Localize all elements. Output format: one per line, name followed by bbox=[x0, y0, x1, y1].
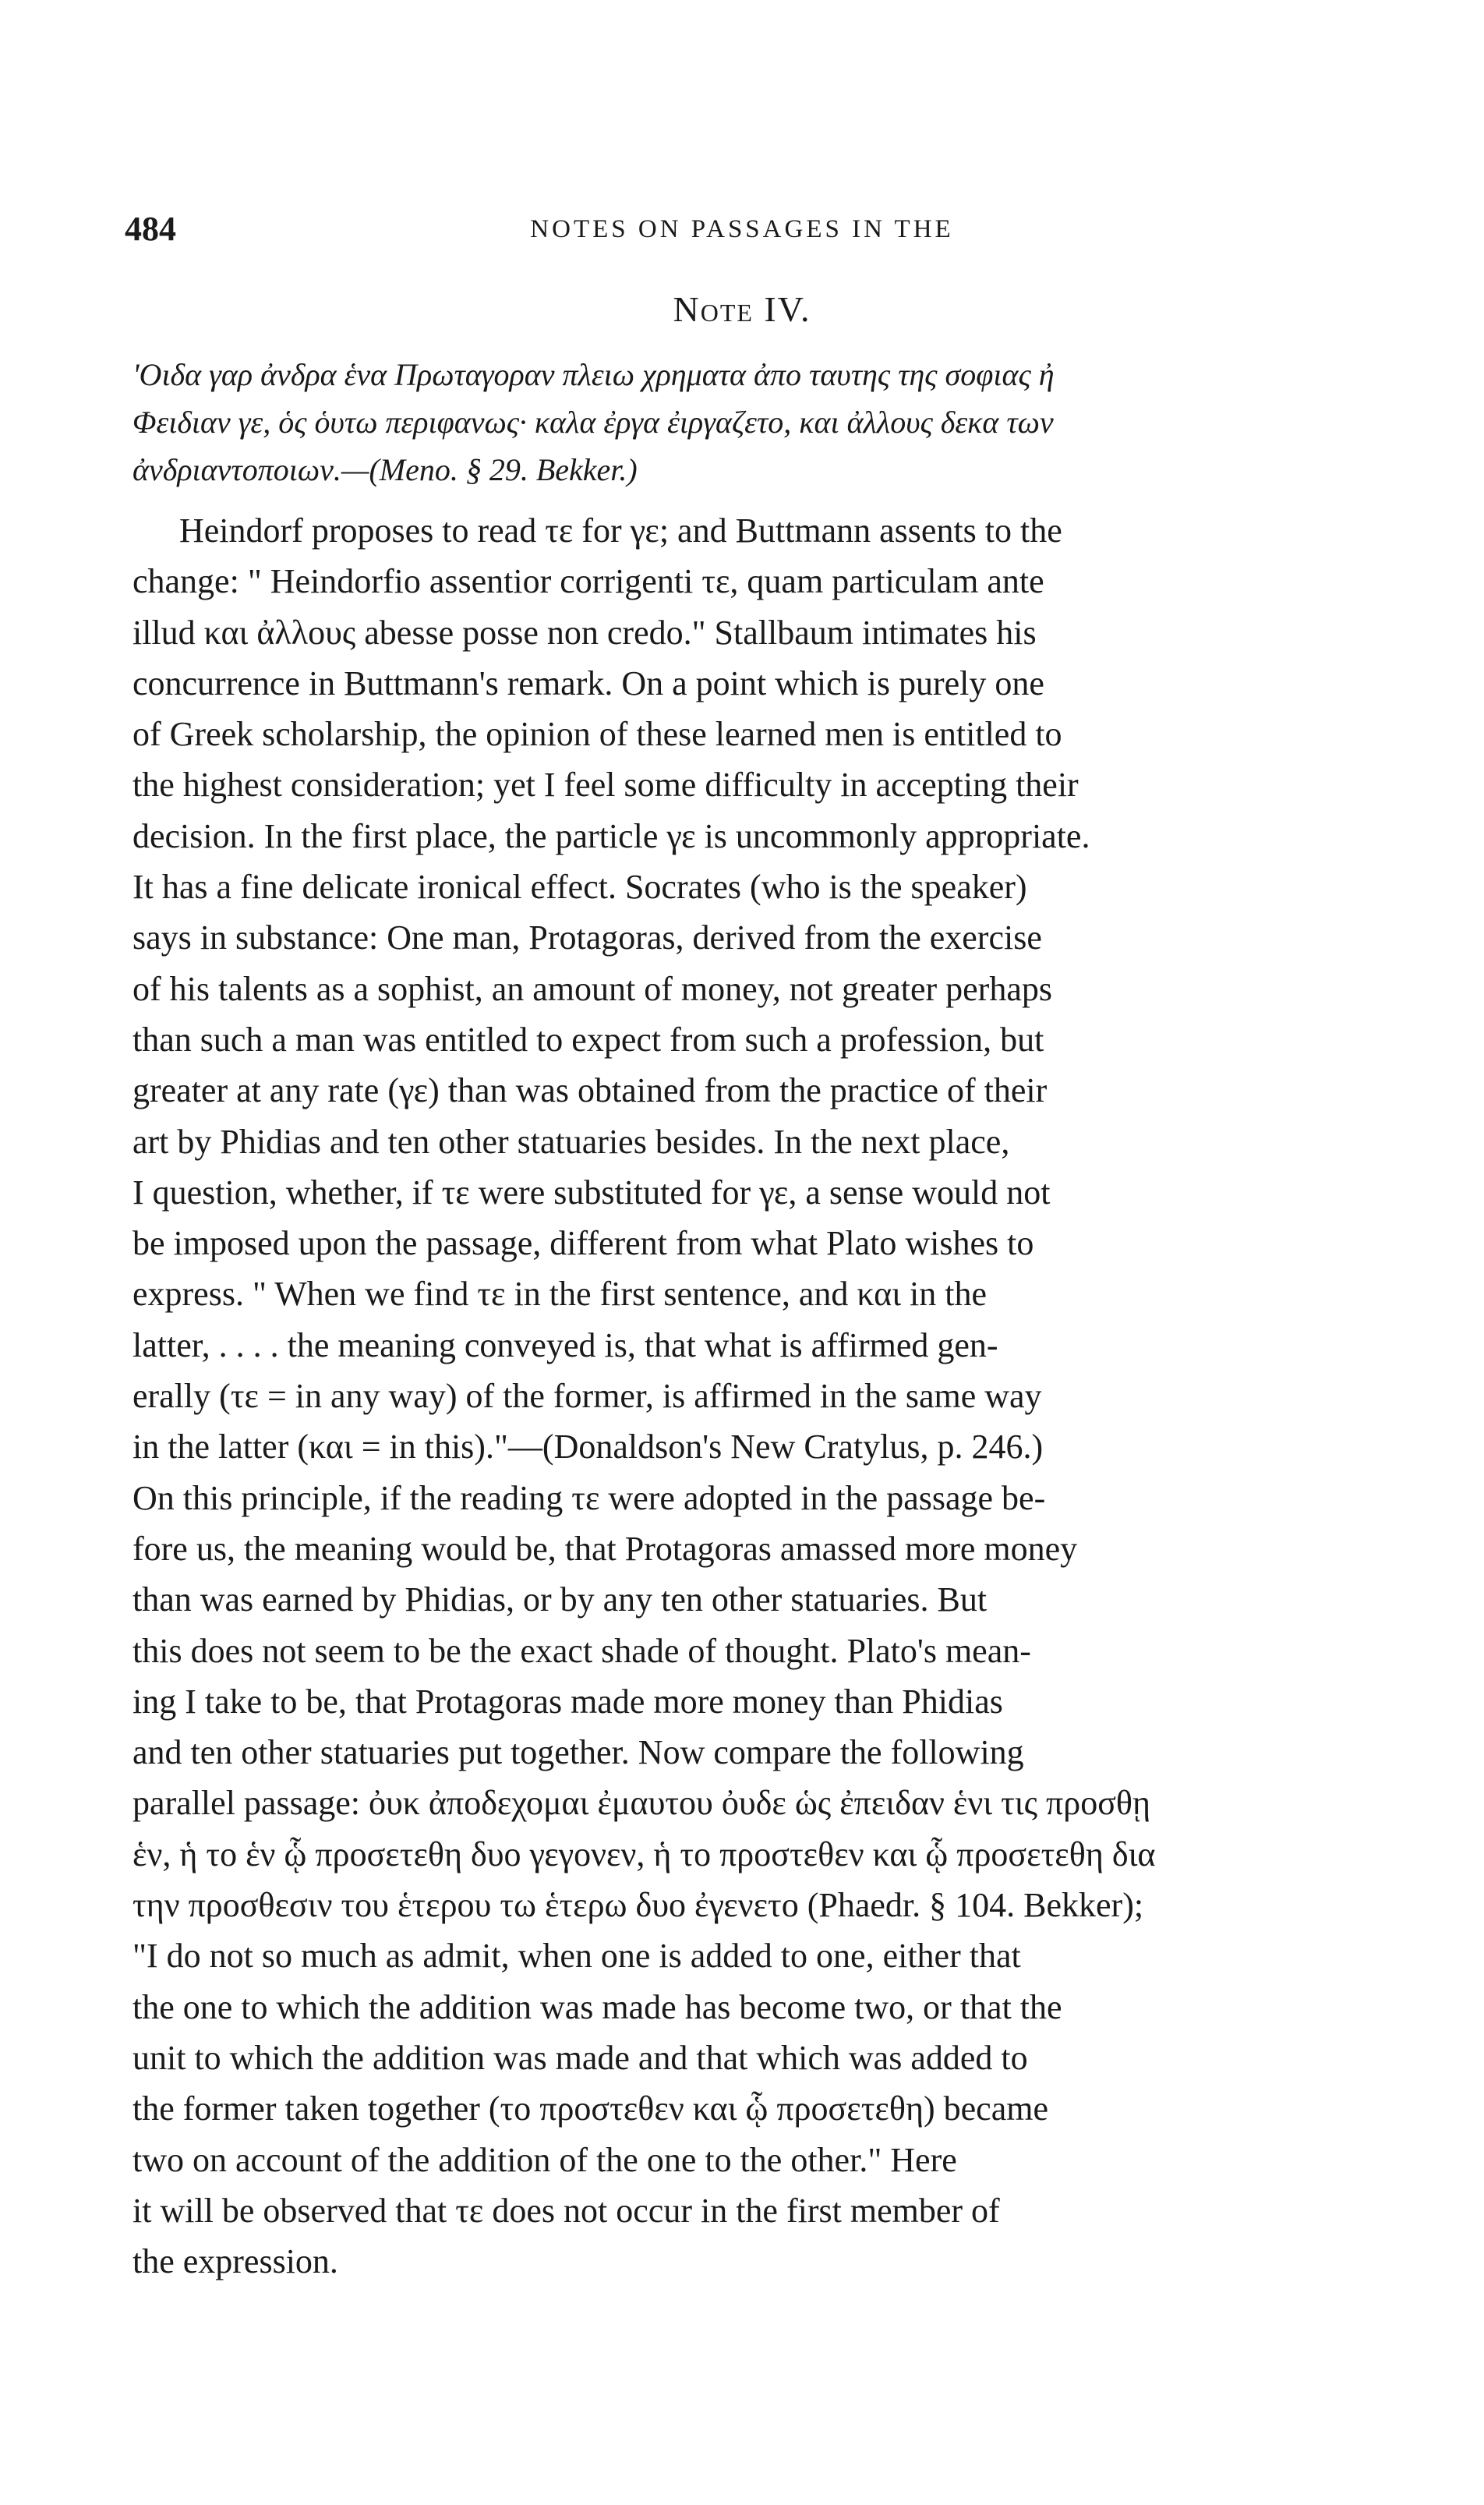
text-line: the one to which the addition was made has become two, or that the bbox=[132, 1987, 1062, 2026]
text-line: art by Phidias and ten other statuaries besides. In the next place, bbox=[132, 1122, 1010, 1161]
text-line: ing I take to be, that Protagoras made more money than Phidias bbox=[132, 1682, 1003, 1721]
text-line: than was earned by Phidias, or by any ten other statuaries. But bbox=[132, 1580, 988, 1619]
text-line: concurrence in Buttmann's remark. On a point which is purely one bbox=[132, 663, 1044, 702]
text-line: Heindorf proposes to read τε for γε; and Buttmann assents to the bbox=[179, 511, 1062, 550]
text-line: of Greek scholarship, the opinion of these learned men is entitled to bbox=[132, 715, 1062, 754]
text-line: express. " When we find τε in the first sentence, and και in the bbox=[132, 1275, 988, 1314]
text-line: On this principle, if the reading τε were adopted in the passage be- bbox=[132, 1478, 1046, 1517]
running-title: NOTES ON PASSAGES IN THE bbox=[530, 215, 954, 243]
running-head bbox=[125, 209, 1359, 256]
text-line: the former taken together (το προστεθεν και ᾧ προσετεθη) became bbox=[132, 2089, 1048, 2128]
text-line: erally (τε = in any way) of the former, is affirmed in the same way bbox=[132, 1377, 1042, 1416]
text-line: it will be observed that τε does not occur in the first member of bbox=[132, 2191, 1000, 2230]
text-line: greater at any rate (γε) than was obtained from the practice of their bbox=[132, 1071, 1048, 1110]
text-line: the highest consideration; yet I feel some difficulty in accepting their bbox=[132, 766, 1079, 805]
text-line: unit to which the addition was made and that which was added to bbox=[132, 2038, 1028, 2077]
text-line: the expression. bbox=[132, 2242, 338, 2281]
commentary-text bbox=[132, 505, 1333, 2287]
note-heading: Note IV. bbox=[673, 289, 811, 329]
quote-line: 'Οιδα γαρ ἀνδρα ἑνα Πρωταγοραν πλειω χρηματα ἀπο ταυτης της σοφιας ἠ bbox=[132, 357, 1055, 392]
text-line: decision. In the first place, the particle γε is uncommonly appropriate. bbox=[132, 816, 1090, 855]
text-line: this does not seem to be the exact shade of thought. Plato's mean- bbox=[132, 1631, 1031, 1670]
quote-line: ἀνδριαντοποιων.—(Meno. § 29. Bekker.) bbox=[132, 452, 638, 487]
text-line: latter, . . . . the meaning conveyed is, that what is affirmed gen- bbox=[132, 1325, 998, 1364]
text-line: parallel passage: ὀυκ ἀποδεχομαι ἐμαυτου ὀυδε ὡς ἐπειδαν ἑνι τις προσθῃ bbox=[132, 1784, 1151, 1823]
text-line: says in substance: One man, Protagoras, derived from the exercise bbox=[132, 918, 1042, 957]
text-line: two on account of the addition of the one to the other." Here bbox=[132, 2140, 957, 2179]
text-line: change: " Heindorfio assentior corrigenti τε, quam particulam ante bbox=[132, 562, 1044, 601]
text-line: I question, whether, if τε were substituted for γε, a sense would not bbox=[132, 1173, 1051, 1212]
text-line: την προσθεσιν του ἑτερου τω ἑτερω δυο ἐγενετο (Phaedr. § 104. Bekker); bbox=[132, 1886, 1144, 1925]
page-number: 484 bbox=[125, 210, 176, 248]
text-line: in the latter (και = in this)."—(Donaldson's New Cratylus, p. 246.) bbox=[132, 1428, 1044, 1467]
quote-line: Φειδιαν γε, ὁς ὁυτω περιφανως· καλα ἐργα ἐιργαζετο, και ἀλλους δεκα των bbox=[132, 405, 1054, 440]
text-line: illud και ἀλλους abesse posse non credo." Stallbaum intimates his bbox=[132, 613, 1037, 652]
text-line: It has a fine delicate ironical effect. Socrates (who is the speaker) bbox=[132, 868, 1027, 907]
text-line: fore us, the meaning would be, that Protagoras amassed more money bbox=[132, 1529, 1078, 1568]
text-line: of his talents as a sophist, an amount of money, not greater perhaps bbox=[132, 969, 1052, 1008]
greek-quotation bbox=[132, 351, 1333, 494]
text-line: be imposed upon the passage, different from what Plato wishes to bbox=[132, 1224, 1034, 1263]
text-line: ἑν, ἡ το ἑν ᾧ προσετεθη δυο γεγονεν, ἡ το προστεθεν και ᾧ προσετεθη δια bbox=[132, 1835, 1156, 1873]
text-line: and ten other statuaries put together. Now compare the following bbox=[132, 1733, 1024, 1772]
text-line: "I do not so much as admit, when one is added to one, either that bbox=[132, 1937, 1021, 1976]
text-line: than such a man was entitled to expect from such a profession, but bbox=[132, 1020, 1044, 1059]
